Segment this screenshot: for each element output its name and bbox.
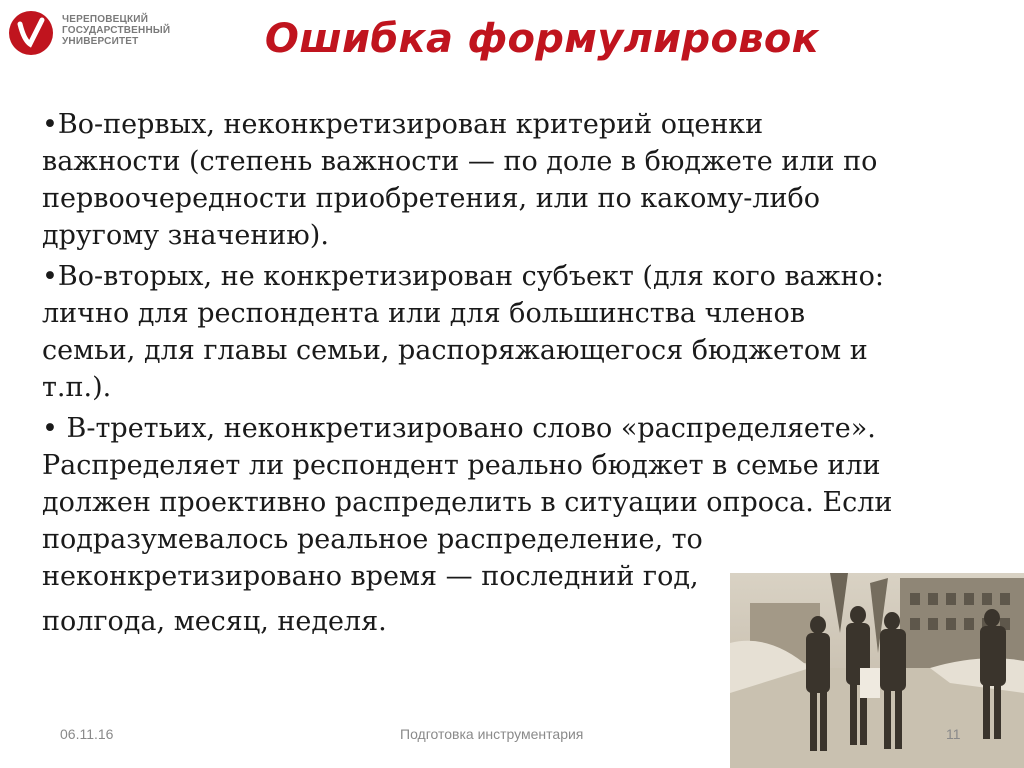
university-name-line: ЧЕРЕПОВЕЦКИЙ: [62, 14, 149, 25]
text-line: должен проективно распределить в ситуации опроса. Если: [42, 487, 893, 518]
footer-title: Подготовка инструментария: [400, 726, 584, 742]
text-line: первоочередности приобретения, или по какому-либо: [42, 183, 821, 214]
text-line: •Во-вторых, не конкретизирован субъект (для кого важно:: [42, 261, 884, 292]
text-line: полгода, месяц, неделя.: [42, 606, 387, 637]
paragraph-first: [42, 106, 972, 254]
text-line: неконкретизировано время — последний год,: [42, 561, 699, 592]
text-line: семьи, для главы семьи, распоряжающегося бюджетом и: [42, 335, 868, 366]
text-line: •Во-первых, неконкретизирован критерий оценки: [42, 109, 764, 140]
university-name-line: ГОСУДАРСТВЕННЫЙ: [62, 25, 171, 36]
slide-title: Ошибка формулировок: [264, 16, 820, 62]
text-line: • В-третьих, неконкретизировано слово «распределяете».: [42, 413, 876, 444]
street-scene-photo: [730, 573, 1024, 768]
text-line: подразумевалось реальное распределение, то: [42, 524, 703, 555]
paragraph-second: [42, 258, 972, 406]
slide-body: [42, 106, 972, 644]
text-line: лично для респондента или для большинства членов: [42, 298, 806, 329]
footer-date: 06.11.16: [60, 726, 114, 742]
university-name-line: УНИВЕРСИТЕТ: [62, 36, 139, 47]
text-line: Распределяет ли респондент реально бюджет в семье или: [42, 450, 881, 481]
text-line: т.п.).: [42, 372, 112, 403]
text-line: важности (степень важности — по доле в бюджете или по: [42, 146, 878, 177]
text-line: другому значению).: [42, 220, 329, 251]
page-number: 11: [946, 726, 961, 742]
